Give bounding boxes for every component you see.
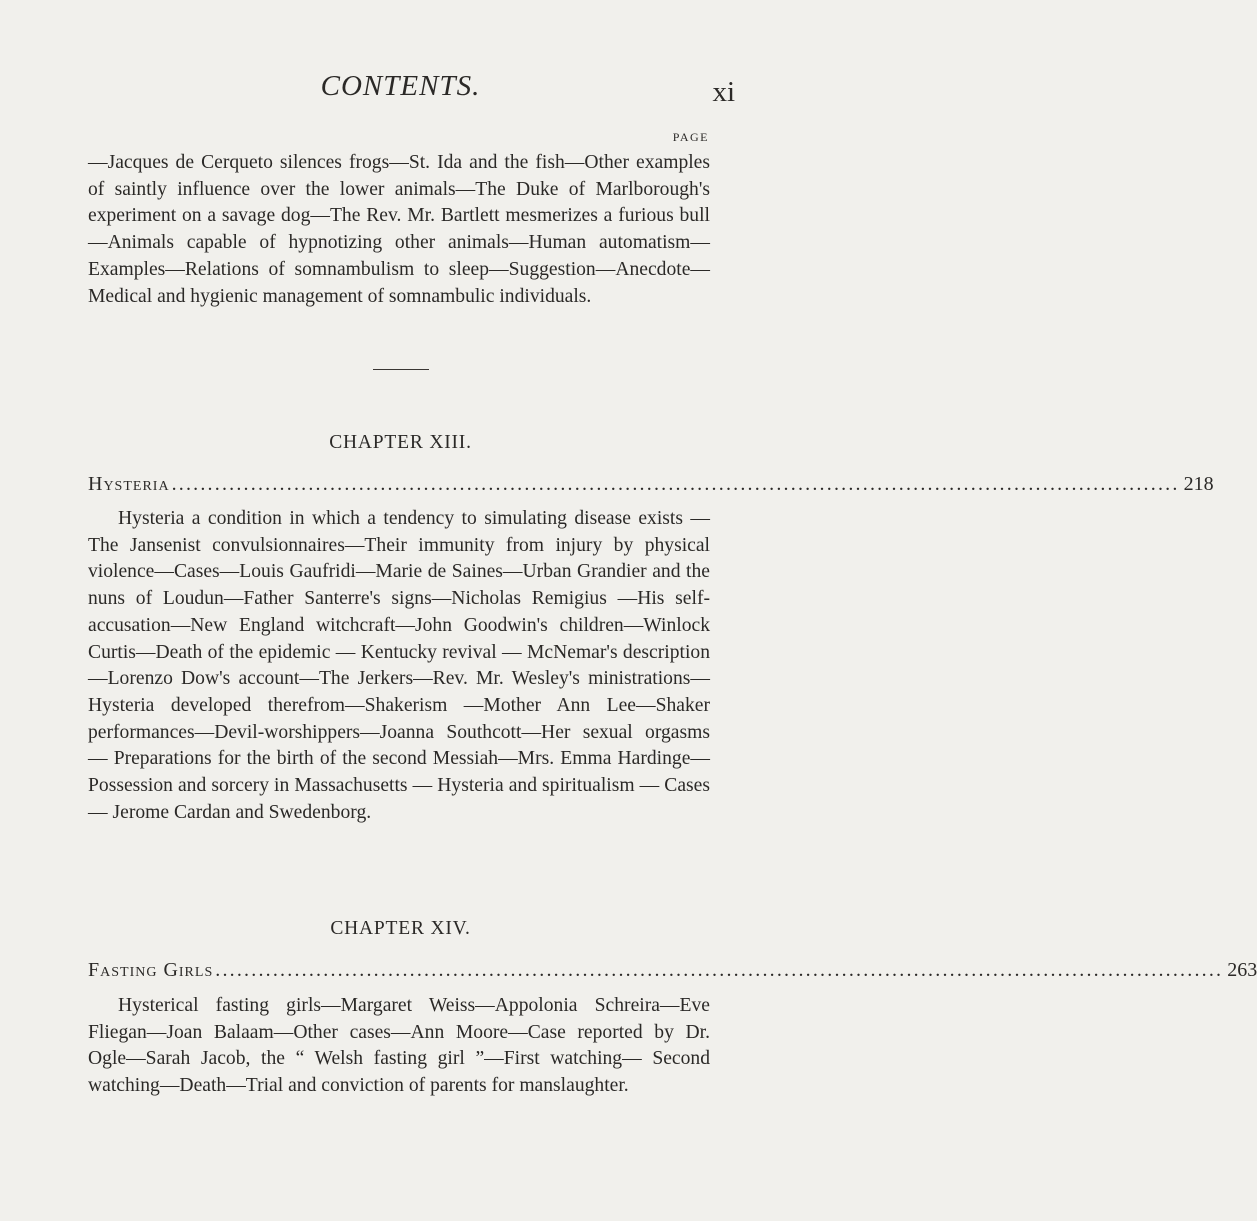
toc-entry — [88, 473, 1214, 503]
toc-entry-title: Fasting Girls — [88, 959, 214, 981]
section-divider — [373, 369, 429, 370]
chapter-summary: Hysteria a condition in which a tendency to simulating disease exists —The Jansenist convulsionnaires—Their immunity from injury by physical violence—Cases—Louis Gaufridi—Marie de Saines—Urban Grandier and the nuns of Loudun—Father Santerre's signs—Nicholas Remigius —His self-accusation—New England witchcraft—John Goodwin's children—Winlock Curtis—Death of the epidemic — Kentucky revival — McNemar's description—Lorenzo Dow's account—The Jerkers—Rev. Mr. Wesley's ministrations—Hysteria developed therefrom—Shakerism —Mother Ann Lee—Shaker performances—Devil-worshippers—Joanna Southcott—Her sexual orgasms — Preparations for the birth of the second Messiah—Mrs. Emma Hardinge—Possession and sorcery in Massachusetts — Hysteria and spiritualism — Cases — Jerome Cardan and Swedenborg. — [88, 508, 710, 823]
running-head — [0, 70, 801, 110]
page-column-label: PAGE — [672, 130, 709, 144]
chapter-heading: CHAPTER XIII. — [329, 432, 472, 453]
toc-entry-page: 218 — [1183, 473, 1214, 495]
toc-entry-page: 263 — [1227, 959, 1257, 981]
chapter-heading: CHAPTER XIV. — [330, 918, 471, 939]
toc-entry — [88, 959, 1257, 989]
chapter-summary: Hysterical fasting girls—Margaret Weiss—Appolonia Schreira—Eve Fliegan—Joan Balaam—Other cases—Ann Moore—Case reported by Dr. Ogle—Sarah Jacob, the “ Welsh fasting girl ”—First watching— Second watching—Death—Trial and conviction of parents for manslaughter. — [88, 995, 710, 1097]
page-number: xi — [712, 76, 735, 108]
continued-chapter-summary: —Jacques de Cerqueto silences frogs—St. Ida and the fish—Other examples of saintly influence over the lower animals—The Duke of Marlborough's experiment on a savage dog—The Rev. Mr. Bartlett mesmerizes a furious bull—Animals capable of hypnotizing other animals—Human automatism—Examples—Relations of somnambulism to sleep—Suggestion—Anecdote—Medical and hygienic management of somnambulic individuals. — [88, 152, 710, 307]
toc-entry-title: Hysteria — [88, 473, 170, 495]
dot-leader: ............................................................................................................................................ — [171, 473, 1180, 495]
running-title: CONTENTS. — [320, 70, 481, 102]
dot-leader: ............................................................................................................................................ — [215, 959, 1224, 981]
